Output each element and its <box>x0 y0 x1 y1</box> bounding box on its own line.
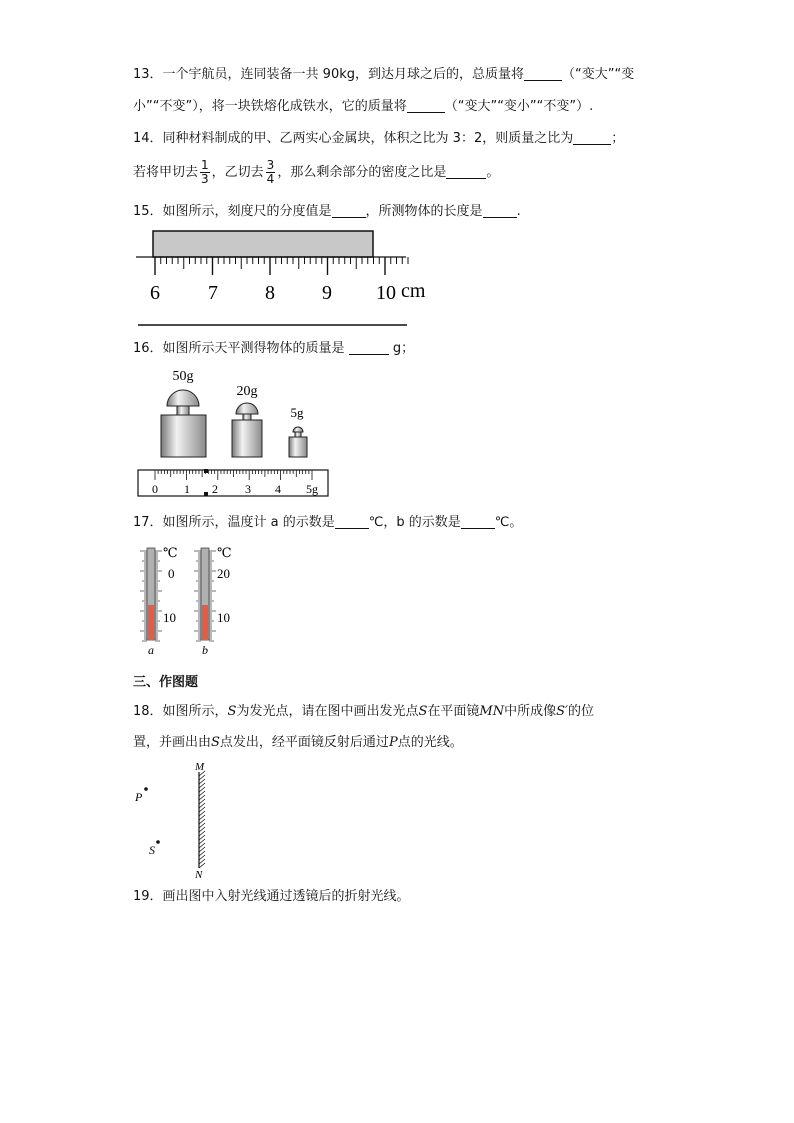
scale-label-5g: 5g <box>306 482 318 496</box>
therm-a-label-0: 0 <box>168 566 175 581</box>
fraction-three-quarters: $\frac{3}{4}$ <box>266 158 275 186</box>
therm-a-name: a <box>148 643 154 657</box>
scale-label-2: 2 <box>212 482 218 496</box>
ruler-unit: cm <box>401 280 426 302</box>
weight-5g <box>289 427 307 457</box>
scale-label-3: 3 <box>245 482 251 496</box>
mirror-hatching <box>199 771 205 868</box>
point-S <box>156 840 160 844</box>
thermometer-figure <box>133 543 243 658</box>
q14-blank-2[interactable] <box>446 164 486 179</box>
q19-text: 19．画出图中入射光线通过透镜后的折射光线。 <box>133 889 410 904</box>
q16-blank[interactable] <box>349 340 389 355</box>
therm-a-label-10: 10 <box>163 610 176 625</box>
weight-50g-label: 50g <box>172 369 194 384</box>
therm-b-label-10: 10 <box>217 610 230 625</box>
q15-text: 15．如图所示，刻度尺的分度值是 ，所测物体的长度是 . <box>133 204 521 219</box>
weight-20g <box>232 403 262 457</box>
q18-line1: 18．如图所示，S为发光点，请在图中画出发光点S在平面镜MN中所成像S′的位 <box>133 704 594 719</box>
ruler-label-10: 10 <box>376 282 396 304</box>
point-P <box>144 787 148 791</box>
measured-object <box>153 231 373 257</box>
ruler-label-7: 7 <box>208 282 218 304</box>
q17-blank-a[interactable] <box>335 514 369 529</box>
ruler-label-8: 8 <box>265 282 275 304</box>
mirror-label-N: N <box>195 869 203 881</box>
section-heading: 三、作图题 <box>133 675 199 690</box>
ruler-label-9: 9 <box>322 282 332 304</box>
balance-figure <box>133 364 333 500</box>
q13-line2: 小”“不变”），将一块铁熔化成铁水，它的质量将 （“变大”“变小”“不变”）. <box>133 99 594 114</box>
mirror-label-M: M <box>195 761 205 773</box>
ruler-figure <box>130 226 426 330</box>
q18-line2: 置，并画出由S点发出，经平面镜反射后通过P点的光线。 <box>133 735 463 750</box>
therm-b-label-20: 20 <box>217 566 230 581</box>
scale-label-4: 4 <box>275 482 281 496</box>
ruler-label-6: 6 <box>150 282 160 304</box>
therm-a-unit: ℃ <box>163 545 178 560</box>
scale-label-0: 0 <box>152 482 158 496</box>
q13-blank-1[interactable] <box>524 66 562 81</box>
thermometer-b <box>194 545 232 657</box>
q15-blank-2[interactable] <box>483 203 517 218</box>
q14-blank-1[interactable] <box>573 130 611 145</box>
scale-label-1: 1 <box>184 482 190 496</box>
therm-b-unit: ℃ <box>217 545 232 560</box>
q17-text: 17．如图所示，温度计 a 的示数是 ℃，b 的示数是 ℃。 <box>133 515 523 530</box>
point-S-label: S <box>149 843 155 857</box>
weight-20g-label: 20g <box>236 384 258 399</box>
weight-5g-label: 5g <box>290 405 304 420</box>
q17-blank-b[interactable] <box>461 514 495 529</box>
q14-line2: 若将甲切去 $\frac{1}{3}$ ，乙切去 $\frac{3}{4}$ ，那么剩余部分的密度之比是 。 <box>133 158 500 186</box>
q13-blank-2[interactable] <box>407 98 445 113</box>
q14-line1: 14．同种材料制成的甲、乙两实心金属块，体积之比为 3：2，则质量之比为 ； <box>133 131 625 146</box>
q16-text: 16．如图所示天平测得物体的质量是 g； <box>133 341 415 356</box>
fraction-one-third: $\frac{1}{3}$ <box>201 158 209 186</box>
point-P-label: P <box>135 790 143 804</box>
q15-blank-1[interactable] <box>332 203 366 218</box>
mirror-figure <box>130 758 220 880</box>
rider-top <box>204 469 208 473</box>
ruler-ticks <box>155 257 408 275</box>
weight-50g <box>161 390 206 457</box>
thermometer-a <box>140 545 178 657</box>
therm-b-name: b <box>202 643 208 657</box>
rider-bottom <box>204 492 208 496</box>
q13-line1: 13．一个宇航员，连同装备一共 90kg，到达月球之后的，总质量将 （“变大”“变 <box>133 67 635 82</box>
